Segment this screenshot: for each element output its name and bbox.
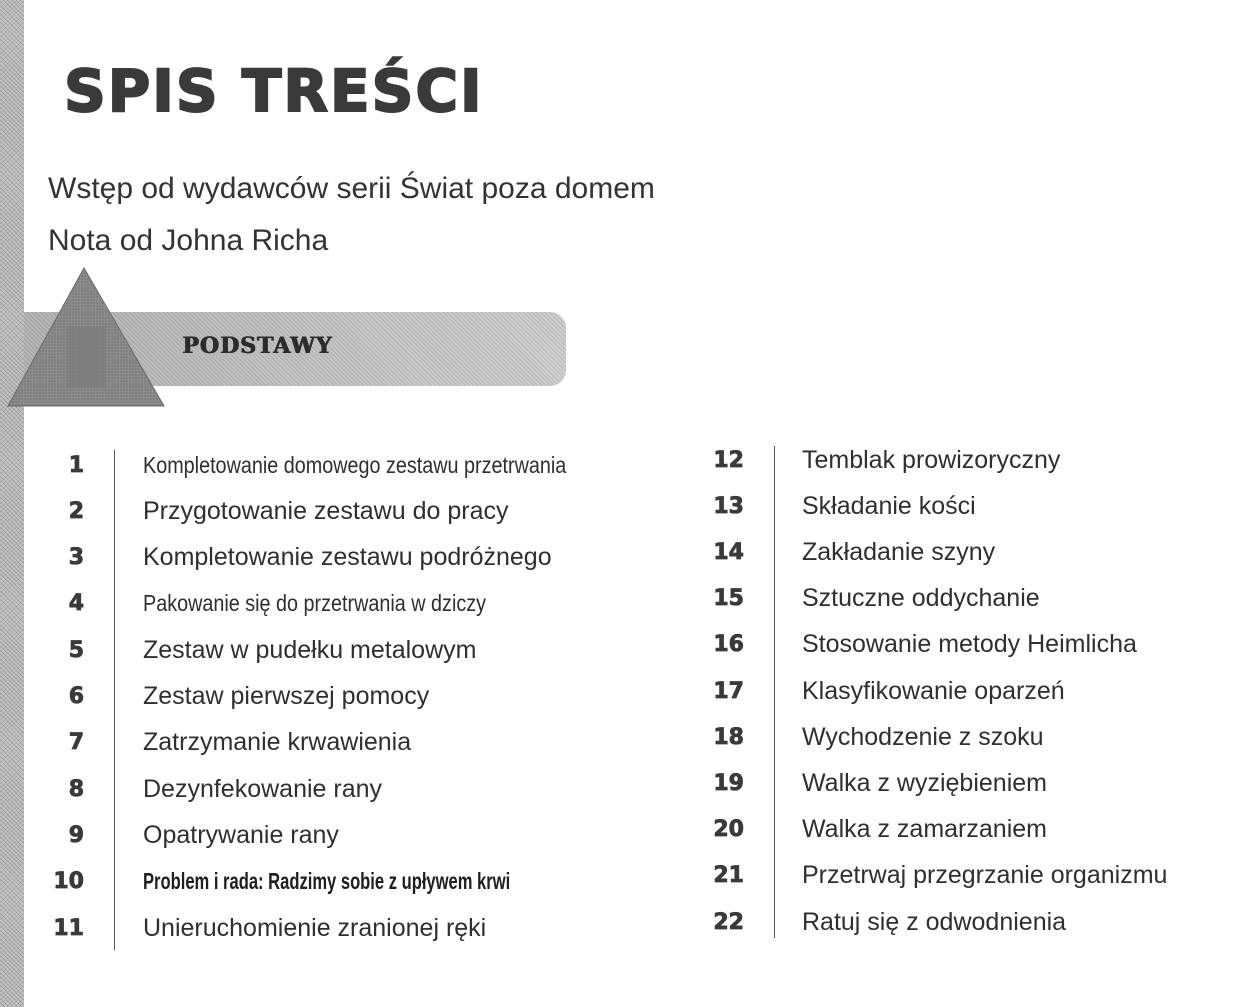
toc-entry-title: Ratuj się z odwodnienia	[802, 907, 1067, 936]
toc-entry-right-6[interactable]	[680, 668, 1260, 714]
toc-entry-number: 13	[713, 493, 744, 519]
toc-entry-title: Unieruchomienie zranionej ręki	[143, 913, 487, 942]
toc-entry-number: 18	[713, 724, 744, 750]
toc-entry-right-8[interactable]	[680, 760, 1260, 806]
toc-entry-title: Przetrwaj przegrzanie organizmu	[802, 861, 1168, 890]
toc-entry-left-6[interactable]	[0, 674, 680, 720]
page-title: SPIS TREŚCI	[64, 57, 484, 125]
toc-entry-right-2[interactable]	[680, 483, 1260, 529]
toc-entry-right-5[interactable]	[680, 622, 1260, 668]
toc-entry-title: Przygotowanie zestawu do pracy	[143, 496, 509, 525]
toc-entry-number: 12	[713, 447, 744, 473]
toc-entry-title: Zakładanie szyny	[802, 537, 996, 566]
toc-entry-title: Wychodzenie z szoku	[802, 722, 1044, 751]
toc-entry-number: 11	[53, 915, 84, 941]
toc-entry-title: Zestaw w pudełku metalowym	[143, 635, 477, 664]
toc-entry-number: 20	[713, 817, 744, 843]
toc-entry-title: Klasyfikowanie oparzeń	[802, 676, 1065, 705]
toc-entry-number: 19	[713, 770, 744, 796]
toc-entry-title: Dezynfekowanie rany	[143, 774, 383, 803]
toc-entry-number: 16	[713, 632, 744, 658]
toc-entry-number: 2	[68, 498, 84, 524]
toc-entry-right-9[interactable]	[680, 807, 1260, 853]
toc-entry-number: 7	[68, 730, 84, 756]
toc-entry-left-9[interactable]	[0, 812, 680, 858]
toc-entry-title: Zestaw pierwszej pomocy	[143, 682, 430, 710]
toc-entry-right-11[interactable]	[680, 899, 1260, 945]
toc-entry-title: Składanie kości	[802, 491, 976, 520]
toc-entry-title: Zatrzymanie krwawienia	[143, 728, 412, 757]
toc-entry-title: Walka z zamarzaniem	[802, 815, 1047, 844]
toc-entry-title: Temblak prowizoryczny	[802, 445, 1061, 474]
toc-entry-right-7[interactable]	[680, 714, 1260, 760]
toc-entry-right-10[interactable]	[680, 853, 1260, 899]
toc-entry-title: Kompletowanie domowego zestawu przetrwania	[143, 451, 567, 478]
toc-entry-left-3[interactable]	[0, 535, 680, 581]
toc-entry-title: Sztuczne oddychanie	[802, 584, 1040, 613]
toc-entry-number: 21	[713, 863, 744, 889]
toc-entry-number: 6	[68, 684, 84, 709]
toc-entry-left-5[interactable]	[0, 627, 680, 673]
toc-entry-number: 9	[68, 822, 84, 848]
toc-entry-left-4[interactable]	[0, 581, 680, 627]
toc-entry-number: 17	[713, 678, 744, 704]
toc-entry-title: Opatrywanie rany	[143, 820, 339, 849]
toc-entry-title: Problem i rada: Radzimy sobie z upływem krwi	[143, 868, 511, 895]
toc-entry-title: Stosowanie metody Heimlicha	[802, 630, 1137, 659]
toc-entry-right-3[interactable]	[680, 529, 1260, 575]
toc-entry-number: 10	[53, 869, 84, 895]
toc-entry-left-8[interactable]	[0, 766, 680, 812]
toc-entry-number: 8	[68, 776, 84, 802]
toc-entry-left-1[interactable]	[0, 442, 680, 488]
toc-entry-title: Kompletowanie zestawu podróżnego	[143, 543, 552, 572]
toc-entry-title: Walka z wyziębieniem	[802, 768, 1047, 797]
intro-publishers-note[interactable]: Wstęp od wydawców serii Świat poza domem	[48, 172, 655, 205]
section-title: PODSTAWY	[182, 333, 333, 359]
triangle-section-icon	[6, 266, 166, 408]
toc-entry-title: Pakowanie się do przetrwania w dziczy	[143, 590, 487, 617]
toc-entry-left-7[interactable]	[0, 720, 680, 766]
toc-entry-number: 4	[68, 591, 84, 617]
toc-entry-right-1[interactable]	[680, 437, 1260, 483]
toc-entry-left-10[interactable]	[0, 859, 680, 905]
toc-entry-number: 3	[68, 545, 84, 571]
intro-john-rich-note[interactable]: Nota od Johna Richa	[48, 224, 329, 257]
toc-entry-number: 15	[713, 586, 744, 612]
toc-entry-left-2[interactable]	[0, 488, 680, 534]
toc-entry-right-4[interactable]	[680, 576, 1260, 622]
toc-entry-number: 22	[713, 909, 744, 935]
toc-entry-number: 1	[68, 452, 84, 478]
toc-entry-number: 14	[713, 539, 744, 565]
toc-entry-left-11[interactable]	[0, 905, 680, 951]
toc-entry-number: 5	[68, 637, 84, 663]
